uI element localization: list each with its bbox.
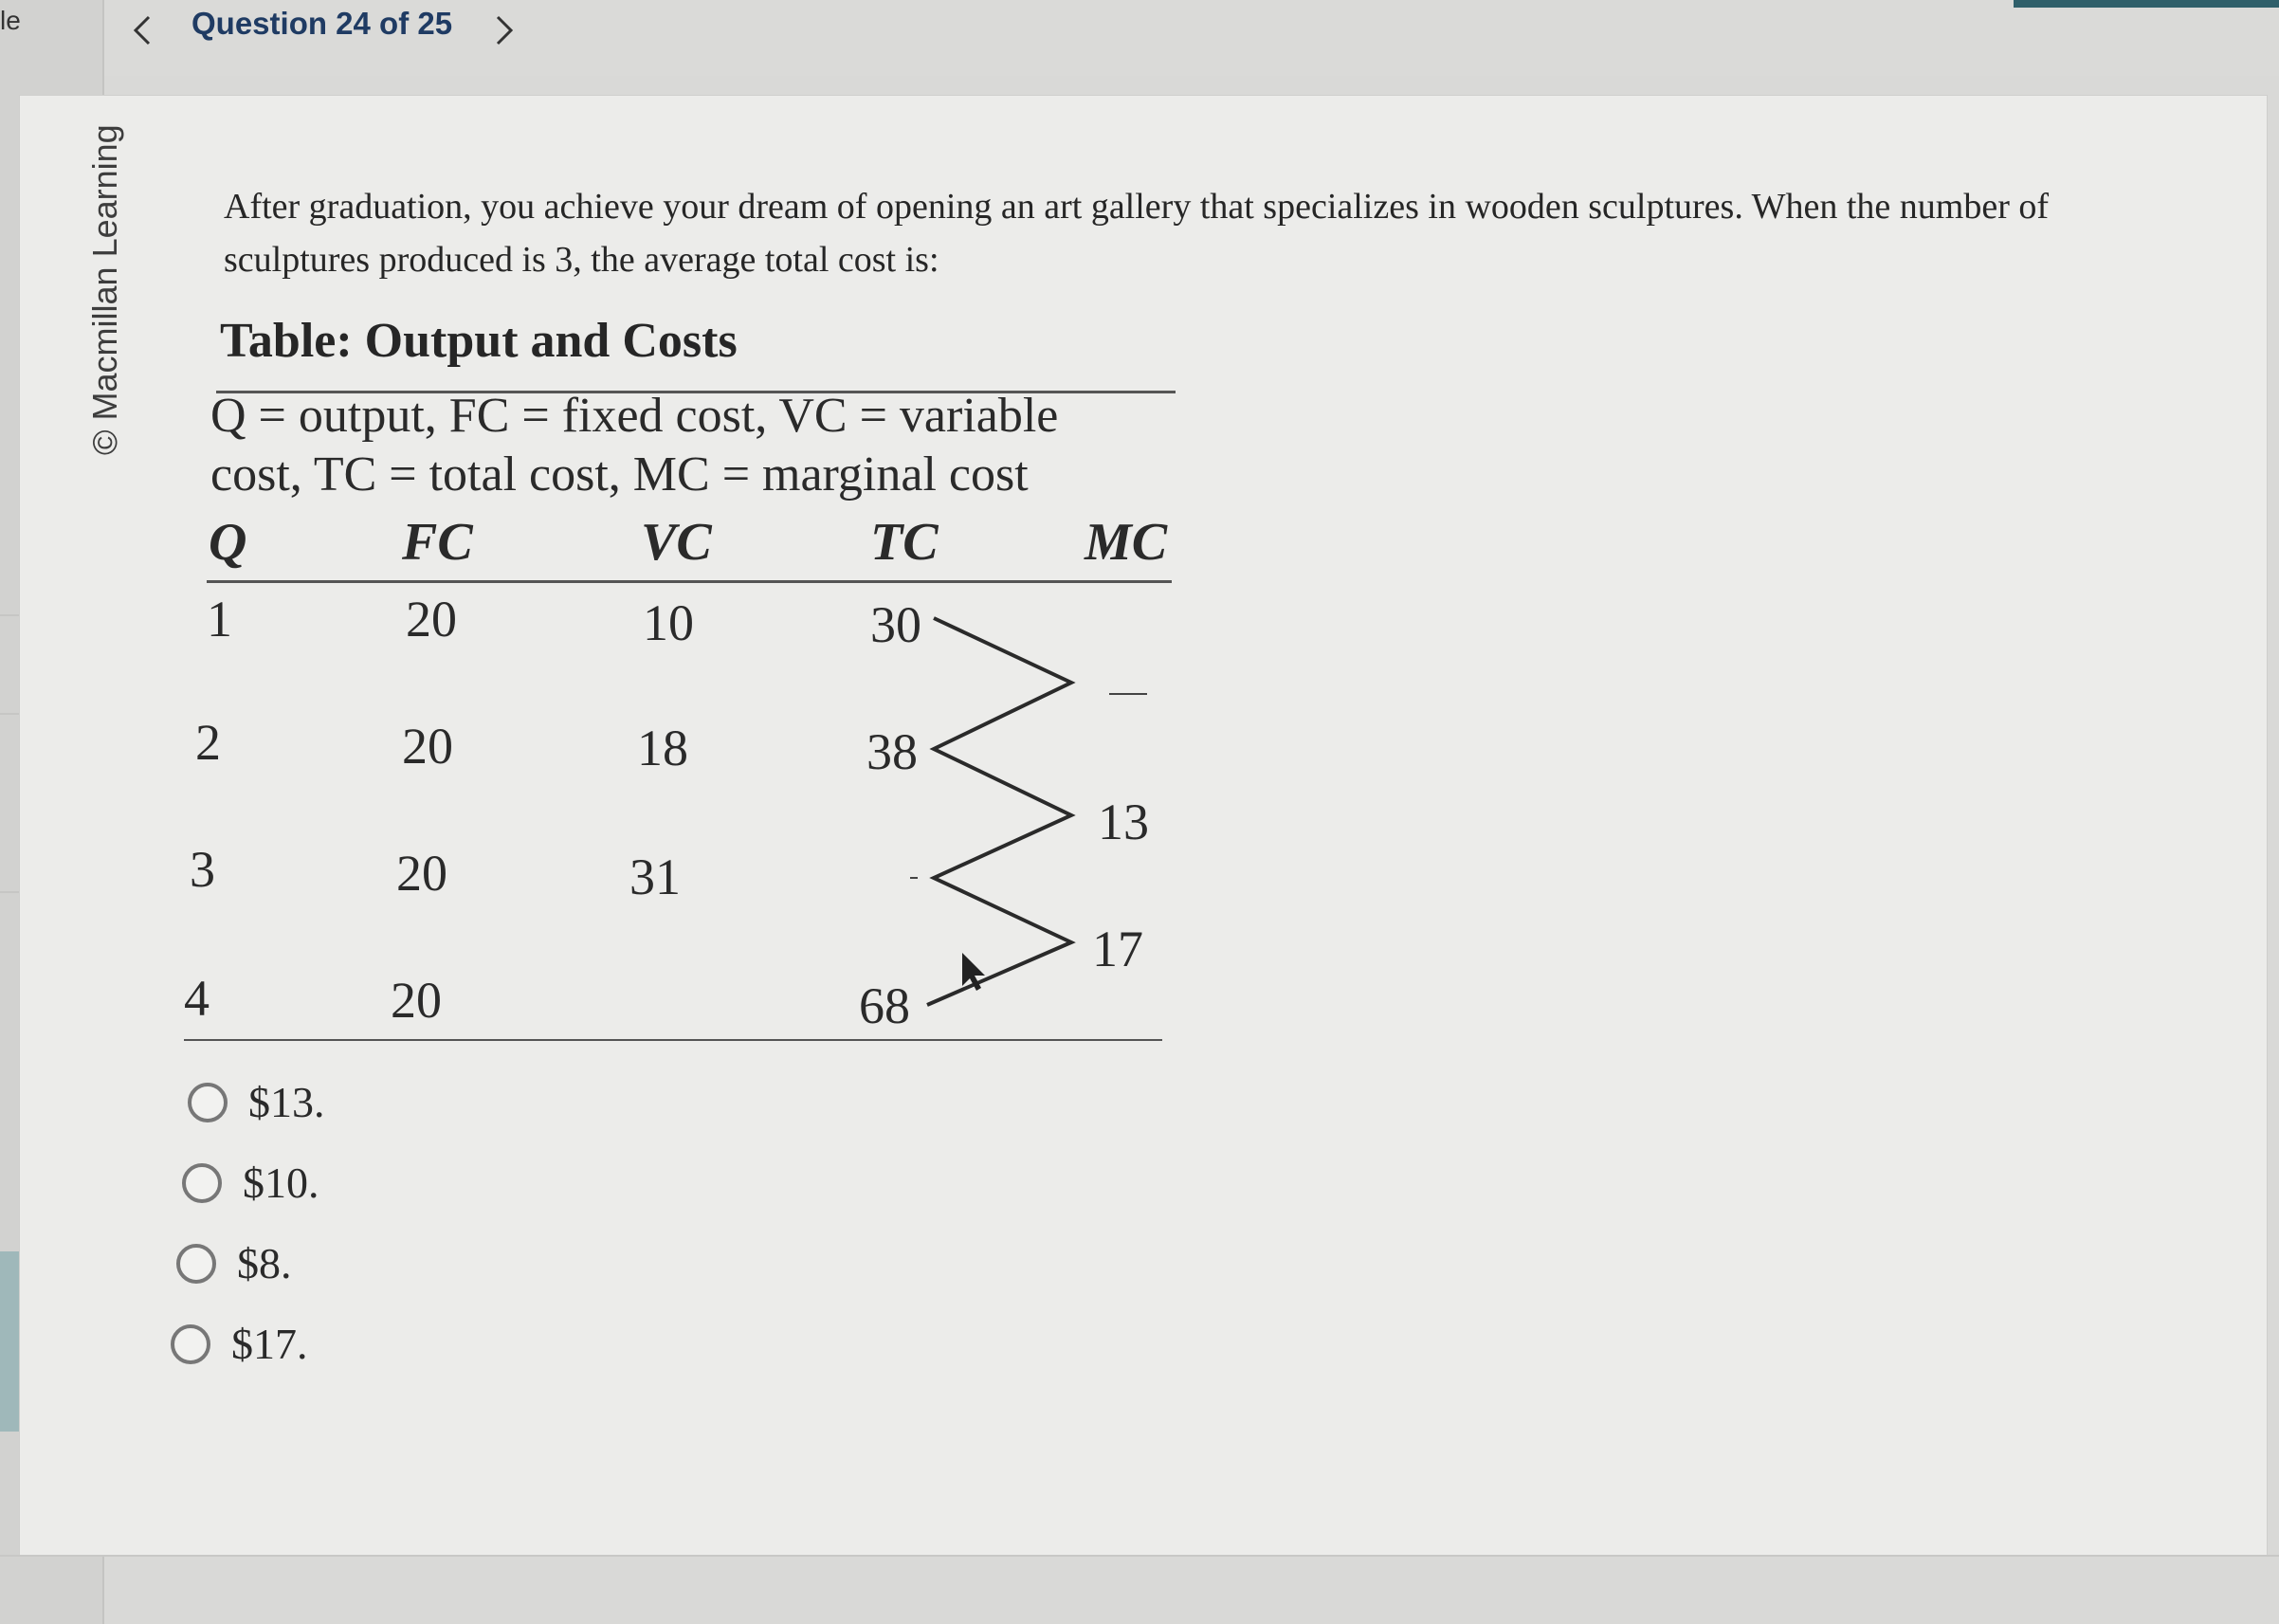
cell-tc: 30 [870, 596, 921, 653]
radio-button[interactable] [188, 1083, 228, 1122]
cell-tc: 38 [866, 723, 918, 780]
zigzag-line [927, 618, 1071, 1005]
top-accent [2014, 0, 2279, 8]
legend-line-2: cost, TC = total cost, MC = marginal cost [210, 447, 1029, 502]
answer-choice-1[interactable] [188, 1062, 325, 1142]
previous-question-button[interactable] [123, 8, 161, 55]
chevron-right-icon [490, 11, 519, 49]
column-header-tc: TC [870, 513, 939, 572]
table-title: Table: Output and Costs [220, 314, 738, 368]
cell-mc: 13 [1098, 794, 1149, 850]
question-counter: Question 24 of 25 [191, 6, 453, 41]
cell-vc: 10 [643, 594, 694, 651]
cell-tc: 68 [859, 977, 910, 1034]
marginal-cost-zigzag [910, 607, 1157, 1024]
table-legend [210, 387, 1177, 504]
column-header-q: Q [209, 513, 247, 572]
cell-q: 1 [207, 591, 232, 648]
page-bottom-rule [0, 1555, 2279, 1557]
cell-vc: 31 [629, 848, 681, 905]
cell-q: 4 [184, 970, 210, 1027]
cell-fc: 20 [406, 591, 457, 648]
cell-q: 2 [195, 714, 221, 771]
choice-label: $17. [231, 1320, 308, 1368]
column-header-mc: MC [1085, 513, 1168, 572]
answer-choice-3[interactable] [176, 1223, 325, 1304]
copyright-watermark: © Macmillan Learning [85, 124, 124, 455]
answer-choice-2[interactable] [182, 1142, 325, 1223]
cell-fc: 20 [391, 972, 442, 1029]
cell-vc: 18 [637, 720, 688, 776]
radio-button[interactable] [182, 1163, 222, 1203]
choice-label: $8. [237, 1239, 292, 1287]
radio-button[interactable] [171, 1324, 210, 1364]
choice-label: $13. [248, 1078, 325, 1126]
question-prompt: After graduation, you achieve your dream of opening an art gallery that specializes in wooden sculptures. When the number of sculptures produced is 3, the average total cost is: [224, 187, 2050, 280]
cell-mc: 17 [1092, 921, 1143, 977]
header-rule [207, 580, 1172, 583]
chevron-left-icon [128, 11, 156, 49]
cell-q: 3 [190, 841, 215, 898]
next-question-button[interactable] [485, 8, 523, 55]
radio-button[interactable] [176, 1244, 216, 1284]
answer-choices [176, 1062, 325, 1384]
cursor-arrow-icon [962, 953, 985, 991]
legend-line-1: Q = output, FC = fixed cost, VC = variable [210, 389, 1059, 443]
column-header-fc: FC [402, 513, 473, 572]
answer-choice-4[interactable] [171, 1304, 325, 1384]
choice-label: $10. [243, 1159, 319, 1207]
cell-fc: 20 [396, 845, 447, 902]
table-bottom-rule [184, 1039, 1162, 1041]
rail-fragment: le [0, 6, 21, 35]
column-header-vc: VC [641, 513, 712, 572]
cell-fc: 20 [402, 718, 453, 775]
